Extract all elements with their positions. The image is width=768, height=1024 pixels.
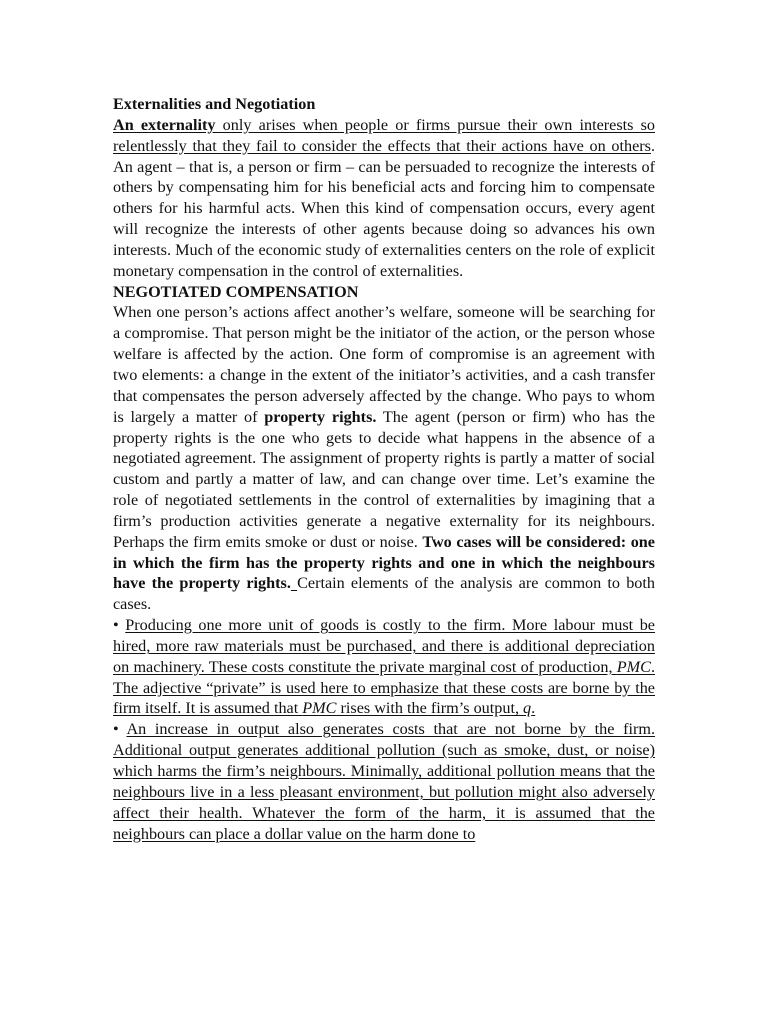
bullet-item-2 [113,719,655,844]
intro-underlined-text: only arises when people or firms pursue their own interests so relentlessly that they fail to consider the effects that their actions have on others [113,115,655,155]
bullet-marker: • [113,616,126,635]
bullet-1-text-a: Producing one more unit of goods is costly to the firm. More labour must be hired, more raw materials must be purchased, and there is additional depreciation on machinery. These costs constitute the private marginal cost of production, [113,616,655,676]
pmc-term: PMC [616,657,651,676]
bullet-2-underlined: An increase in output also generates costs that are not borne by the firm. Additional output generates additional pollution (such as smoke, dust, or noise) which harms the firm’s neighbours. Minimally, additional pollution means that the neighbours live in a less pleasant environment, but pollution might also adversely affect their health. Whatever the form of the harm, it is assumed that the neighbours can place a dollar value on the harm done to [113,720,655,843]
bullet-1-text-c: rises with the firm’s output, [336,699,524,718]
body-text-1: When one person’s actions affect another’s welfare, someone will be searching for a compromise. That person might be the initiator of the action, or the person whose welfare is affected by the action. One form of compromise is an agreement with two elements: a change in the extent of the initiator’s activities, and a cash transfer that compensates the person adversely affected by the change. Who pays to whom is largely a matter of [113,303,655,426]
property-rights-term: property rights. [264,407,377,426]
bullet-1-text-b: . The adjective “private” is used here to emphasize that these costs are borne by the firm itself. It is assumed that [113,657,655,718]
body-paragraph [113,302,655,615]
bullet-1-underlined [113,616,655,717]
bullet-marker: • [113,720,127,739]
bullet-1-text-d: . [531,699,536,718]
pmc-term: PMC [302,699,337,718]
intro-term: An externality [113,115,216,134]
document-title: Externalities and Negotiation [113,95,316,113]
q-term: q [523,699,532,718]
intro-paragraph [113,115,655,282]
body-text-3: Certain elements of the analysis are common to both cases. [113,574,655,614]
body-text-2: The agent (person or firm) who has the property rights is the one who gets to decide what happens in the absence of a negotiated agreement. The assignment of property rights is partly a matter of social custom and partly a matter of law, and can change over time. Let’s examine the role of negotiated settlements in the control of externalities by imagining that a firm’s production activities generate a negative externality for its neighbours. Perhaps the firm emits smoke or dust or noise. [113,407,656,551]
two-cases-statement: Two cases will be considered: one in which the firm has the property rights and one in which the neighbours have the property rights. [113,532,655,593]
intro-underlined [113,116,655,155]
section-heading: NEGOTIATED COMPENSATION [113,282,359,301]
bullet-item-1 [113,615,655,719]
document-page [113,94,655,844]
intro-text: . An agent – that is, a person or firm – can be persuaded to recognize the interests of others by compensating him for his beneficial acts and forcing him to compensate others for his harmful acts. When this kind of compensation occurs, every agent will recognize the interests of other agents because doing so advances his own interests. Much of the economic study of externalities centers on the role of explicit monetary compensation in the control of externalities. [113,136,655,280]
